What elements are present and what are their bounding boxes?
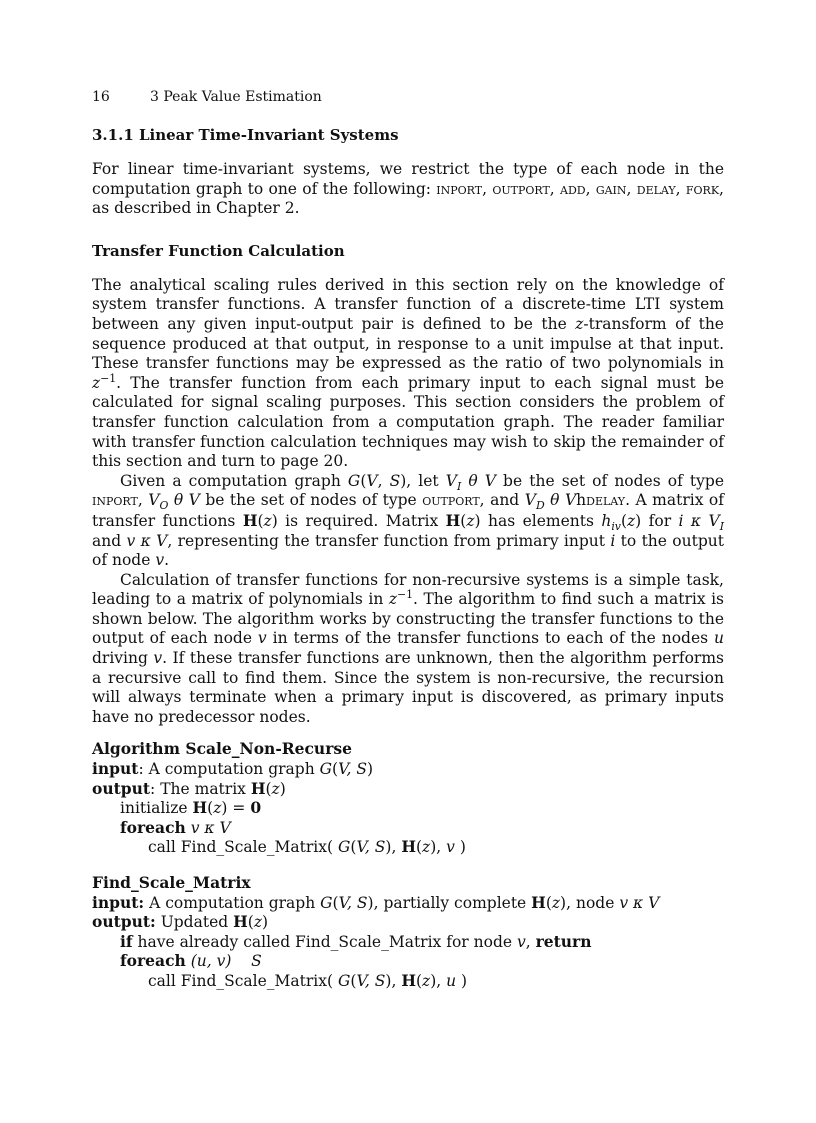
algorithm-output-line: output: Updated H(z) xyxy=(92,912,269,932)
chapter-title: 3 Peak Value Estimation xyxy=(150,89,322,105)
page-content xyxy=(92,88,724,991)
type-add: add xyxy=(560,179,586,198)
paragraph-2: Given a computation graph G(V, S), let $V_I$ θ V be the set of nodes of type inport, $V_O$ θ V be the set of nodes of type outport, and $V_D$ θ Vhdelay. A matrix of transfer functions H(z) is required. Matrix H(z) has elements $h_{iv}(z)$ for i κ $V_I$ and v κ V, representing the transfer function from primary input i to the output of node v. xyxy=(92,471,725,570)
running-head xyxy=(92,88,724,106)
algorithm-foreach-line: foreach v κ V xyxy=(120,817,231,837)
algorithm-init-line: initialize H(z) = 0 xyxy=(120,798,262,818)
type-inport: inport xyxy=(436,179,483,198)
section-heading: 3.1.1 Linear Time-Invariant Systems xyxy=(92,126,399,144)
type-gain: gain xyxy=(595,179,627,198)
algorithm-scale-non-recurse xyxy=(92,739,724,857)
algorithm-output-line: output: The matrix H(z) xyxy=(92,778,286,798)
algorithm-if-line: if have already called Find_Scale_Matrix for node v, return xyxy=(120,931,592,951)
algorithm-title: Algorithm Scale_Non-Recurse xyxy=(92,739,352,759)
type-fork: fork xyxy=(685,179,720,198)
algorithm-input-line: input: A computation graph G(V, S) xyxy=(92,759,374,779)
algorithm-foreach-line: foreach (u, v) S xyxy=(120,951,262,971)
page-number: 16 xyxy=(92,89,110,105)
paragraph-3: Calculation of transfer functions for non-recursive systems is a simple task, leading to a matrix of polynomials in $z^{-1}$. The algorithm to find such a matrix is shown below. The algorithm works by constructing the transfer functions to the output of each node v in terms of the transfer functions to each of the nodes u driving v. If these transfer functions are unknown, then the algorithm performs a recursive call to find them. Since the system is non-recursive, the recursion will always terminate when a primary input is discovered, as primary inputs have no predecessor nodes. xyxy=(92,570,724,726)
paragraph-1: The analytical scaling rules derived in this section rely on the knowledge of system transfer functions. A transfer function of a discrete-time LTI system between any given input-output pair is defined to be the z-transform of the sequence produced at that output, in response to a unit impulse at that input. These transfer functions may be expressed as the ratio of two polynomials in $z^{-1}$. The transfer function from each primary input to each signal must be calculated for signal scaling purposes. This section considers the problem of transfer function calculation from a computation graph. The reader familiar with transfer function calculation techniques may wish to skip the remainder of this section and turn to page 20. xyxy=(92,275,724,471)
section-intro-paragraph: For linear time-invariant systems, we restrict the type of each node in the computation graph to one of the following: inport, outport, add, gain, delay, fork, as described in Chapter 2. xyxy=(92,160,724,218)
subsection-heading: Transfer Function Calculation xyxy=(92,241,345,260)
type-delay: delay xyxy=(636,179,676,198)
type-outport: outport xyxy=(492,179,550,198)
algorithm-find-scale-matrix xyxy=(92,873,724,991)
algorithm-title: Find_Scale_Matrix xyxy=(92,873,251,892)
algorithm-call-line: call Find_Scale_Matrix( G(V, S), H(z), u ) xyxy=(148,970,468,990)
algorithm-input-line: input: A computation graph G(V, S), partially complete H(z), node v κ V xyxy=(92,892,660,912)
algorithm-call-line: call Find_Scale_Matrix( G(V, S), H(z), v ) xyxy=(148,837,466,857)
